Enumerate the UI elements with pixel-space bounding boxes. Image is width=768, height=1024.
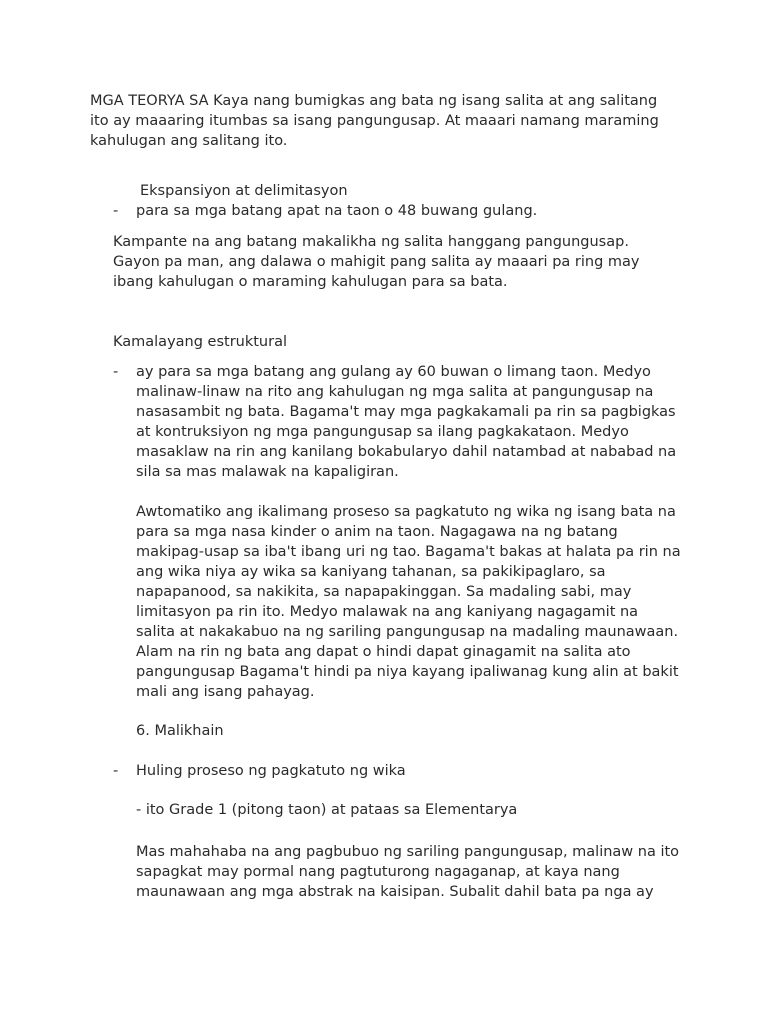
intro-line: ito ay maaaring itumbas sa isang pangungusap. At maaari namang maraming bbox=[90, 113, 659, 129]
bullet-line: ay para sa mga batang ang gulang ay 60 buwan o limang taon. Medyo bbox=[136, 364, 651, 380]
paragraph-line: mali ang isang pahayag. bbox=[136, 684, 315, 700]
bullet-line: sila sa mas malawak na kapaligiran. bbox=[136, 464, 399, 480]
paragraph-line: Awtomatiko ang ikalimang proseso sa pagkatuto ng wika ng isang bata na bbox=[136, 504, 676, 520]
paragraph-line: ang wika niya ay wika sa kaniyang tahanan, sa pakikipaglaro, sa bbox=[136, 564, 606, 580]
bullet-item: Huling proseso ng pagkatuto ng wika bbox=[136, 763, 406, 779]
paragraph-line: napapanood, sa nakikita, sa napapakinggan. Sa madaling sabi, may bbox=[136, 584, 632, 600]
sub-item: - ito Grade 1 (pitong taon) at pataas sa Elementarya bbox=[136, 802, 518, 818]
bullet-dash: - bbox=[113, 364, 119, 380]
bullet-line: masaklaw na rin ang kanilang bokabularyo dahil natambad at nababad na bbox=[136, 444, 677, 460]
section-heading-ekspansiyon: Ekspansiyon at delimitasyon bbox=[140, 183, 348, 199]
paragraph-line: Gayon pa man, ang dalawa o mahigit pang salita ay maaari pa ring may bbox=[113, 254, 640, 270]
paragraph-line: Mas mahahaba na ang pagbubuo ng sariling pangungusap, malinaw na ito bbox=[136, 844, 680, 860]
paragraph-line: Kampante na ang batang makalikha ng salita hanggang pangungusap. bbox=[113, 234, 629, 250]
paragraph-line: Alam na rin ng bata ang dapat o hindi dapat ginagamit na salita ato bbox=[136, 644, 631, 660]
bullet-line: at kontruksiyon ng mga pangungusap sa ilang pagkakataon. Medyo bbox=[136, 424, 629, 440]
intro-line: kahulugan ang salitang ito. bbox=[90, 133, 288, 149]
bullet-line: malinaw-linaw na rito ang kahulugan ng mga salita at pangungusap na bbox=[136, 384, 654, 400]
paragraph-line: pangungusap Bagama't hindi pa niya kayang ipaliwanag kung alin at bakit bbox=[136, 664, 679, 680]
paragraph-line: ibang kahulugan o maraming kahulugan para sa bata. bbox=[113, 274, 508, 290]
paragraph-line: salita at nakakabuo na ng sariling pangungusap na madaling maunawaan. bbox=[136, 624, 679, 640]
intro-line: MGA TEORYA SA Kaya nang bumigkas ang bata ng isang salita at ang salitang bbox=[90, 93, 658, 109]
paragraph-line: maunawaan ang mga abstrak na kaisipan. Subalit dahil bata pa nga ay bbox=[136, 884, 654, 900]
bullet-dash: - bbox=[113, 203, 119, 219]
paragraph-line: limitasyon pa rin ito. Medyo malawak na ang kaniyang nagagamit na bbox=[136, 604, 639, 620]
section-heading-malikhain: 6. Malikhain bbox=[136, 723, 224, 739]
paragraph-line: para sa mga nasa kinder o anim na taon. Nagagawa na ng batang bbox=[136, 524, 618, 540]
paragraph-line: makipag-usap sa iba't ibang uri ng tao. Bagama't bakas at halata pa rin na bbox=[136, 544, 681, 560]
section-heading-kamalayang: Kamalayang estruktural bbox=[113, 334, 287, 350]
bullet-item: para sa mga batang apat na taon o 48 buwang gulang. bbox=[136, 203, 538, 219]
paragraph-line: sapagkat may pormal nang pagtuturong nagaganap, at kaya nang bbox=[136, 864, 620, 880]
bullet-line: nasasambit ng bata. Bagama't may mga pagkakamali pa rin sa pagbigkas bbox=[136, 404, 676, 420]
bullet-dash: - bbox=[113, 763, 119, 779]
